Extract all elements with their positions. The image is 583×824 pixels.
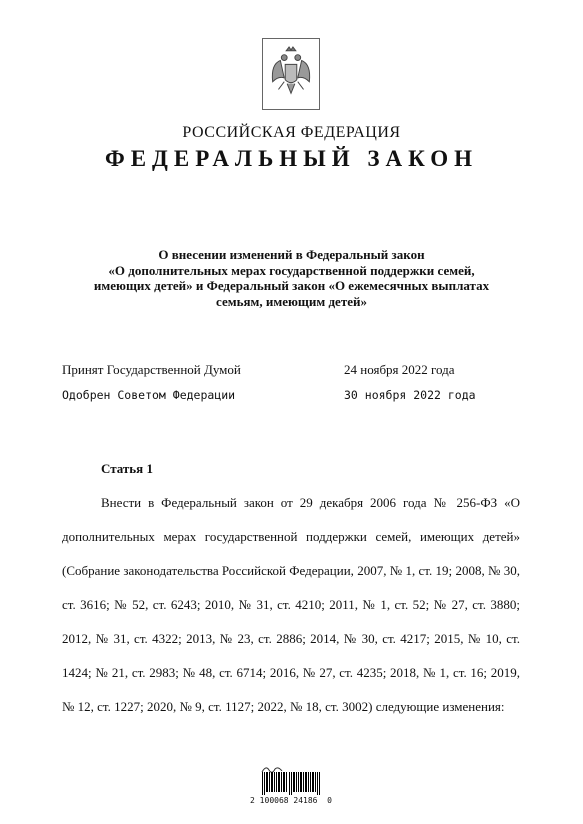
coat-of-arms-icon [262, 38, 320, 110]
country-name: РОССИЙСКАЯ ФЕДЕРАЦИЯ [182, 124, 401, 141]
council-date: 30 ноября 2022 года [344, 388, 476, 402]
article-paragraph: Внести в Федеральный закон от 29 декабря 2006 года № 256-ФЗ «О дополнительных мерах государственной поддержки семей, имеющих детей» (Собрание законодательства Российской Федерации, 2007, № 1, ст. 19; 2008, № 30, ст. 3616; № 52, ст. 6243; 2010, № 31, ст. 4210; 2011, № 1, ст. 52; № 27, ст. 3880; 2012, № 31, ст. 4322; 2013, № 23, ст. 2886; 2014, № 30, ст. 4217; 2015, № 10, ст. 1424; № 21, ст. 2983; № 48, ст. 6714; 2016, № 27, ст. 4235; 2018, № 1, ст. 16; 2019, № 12, ст. 1227; 2020, № 9, ст. 1127; 2022, № 18, ст. 3002) следующие изменения: [62, 495, 520, 714]
barcode-number: 2 100068 24186 0 [250, 796, 332, 805]
law-title-line: «О дополнительных мерах государственной поддержки семей, [108, 262, 475, 278]
law-title-line: имеющих детей» и Федеральный закон «О ежемесячных выплатах [93, 278, 490, 293]
article-heading: Статья 1 [101, 461, 153, 476]
council-label: Одобрен Советом Федерации [62, 388, 236, 402]
barcode-icon [262, 772, 320, 795]
duma-date: 24 ноября 2022 года [344, 362, 455, 377]
adoption-council-row [62, 388, 522, 402]
law-title [60, 247, 523, 309]
article-body [62, 486, 520, 724]
document-type: ФЕДЕРАЛЬНЫЙ ЗАКОН [104, 146, 479, 171]
law-title-line: О внесении изменений в Федеральный закон [158, 247, 425, 262]
law-title-line: семьям, имеющим детей» [216, 293, 367, 309]
adoption-duma-row [62, 362, 522, 378]
duma-label: Принят Государственной Думой [62, 362, 241, 377]
